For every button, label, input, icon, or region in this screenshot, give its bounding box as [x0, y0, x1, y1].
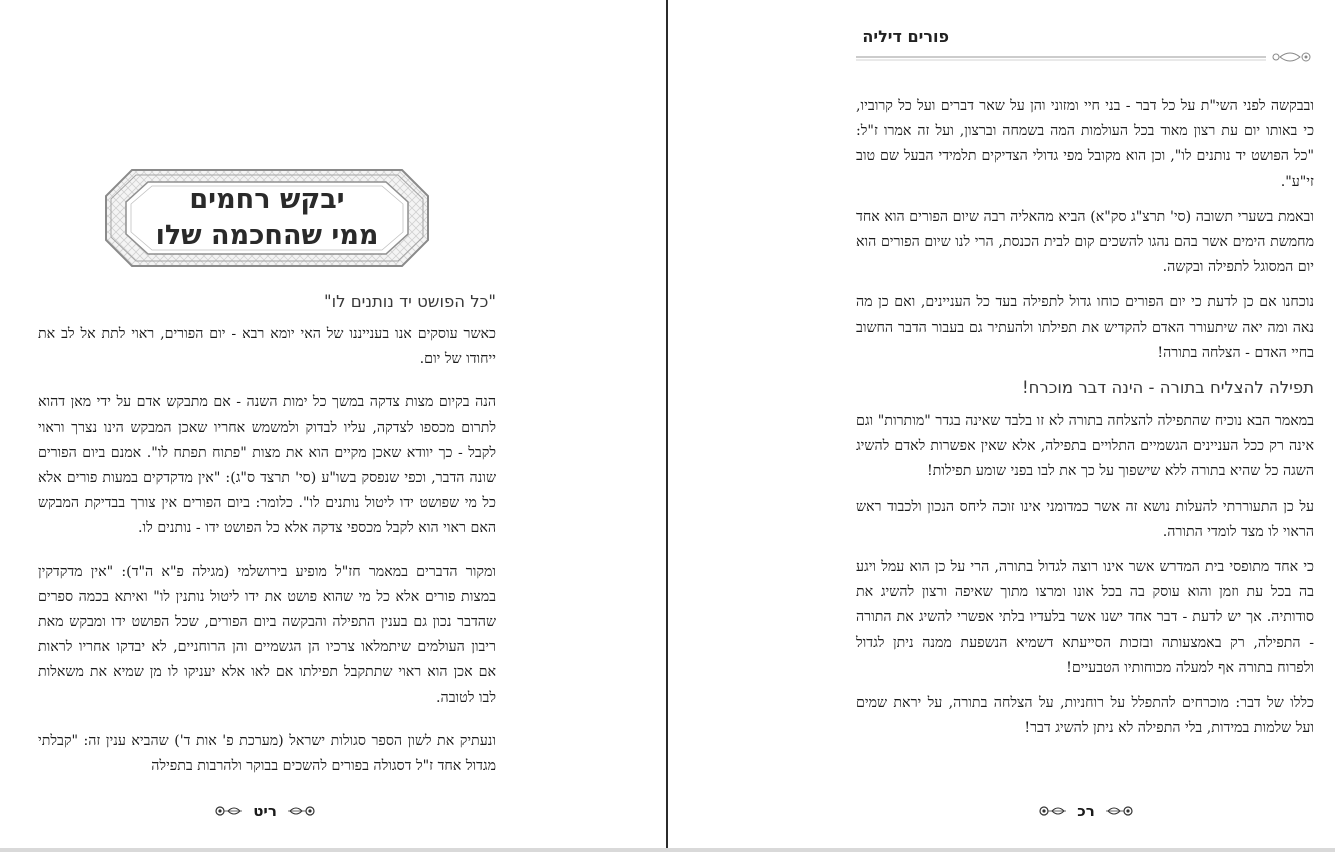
right-page-number: רכ: [1077, 801, 1095, 820]
right-body-text-top: [856, 94, 1314, 366]
right-paragraph-7: כללו של דבר: מוכרחים להתפלל על רוחניות, על הצלחה בתורה, על יראת שמים ועל שלמות במידות, בלי התפילה לא ניתן להשיג דבר!: [856, 695, 1314, 737]
chapter-title: [104, 182, 430, 254]
chapter-title-line-1: יבקש רחמים: [189, 184, 345, 215]
right-folio: [1038, 801, 1134, 823]
left-folio: [214, 801, 316, 823]
right-paragraph-6: כי אחד מתופסי בית המדרש אשר אינו רוצה לגדול בתורה, הרי על כן הוא עמל ויגע בה בכל עת וזמן והוא עוסק בה בכל אונו ומרצו מתוך שאיפה ורצון להשיג את סודותיה. אך יש לדעת - דבר אחד ישנו אשר בלעדיו בלתי אפשרי להשיג את התורה - התפילה, רק באמצעותה ובזכות הסייעתא דשמיא הנשפעת ממנה ניתן לגדול ולפרוח בתורה אף למעלה מכוחותיו הטבעיים!: [856, 559, 1314, 676]
page-bottom-edge: [0, 848, 1335, 852]
right-paragraph-4: במאמר הבא נוכיח שהתפילה להצלחה בתורה לא זו בלבד שאינה בגדר "מותרות" וגם אינה רק ככל העניינים הגשמיים התלויים בתפילה, אלא שאין אפשרות לאדם להשיג השגה כל שהיא בתורה ללא שישפוך על כך את לבו בפני שומע תפילות!: [856, 413, 1314, 480]
header-rule-ornament-icon: [856, 48, 1316, 66]
right-paragraph-2: ובאמת בשערי תשובה (סי' תרצ"ג סק"א) הביא מהאליה רבה שיום הפורים הוא אחד מחמשת הימים אשר בהם נהגו להשכים קום לבית הכנסת, הרי לנו שיום הפורים הוא יום המסוגל לתפילה ובקשה.: [856, 208, 1314, 276]
flourish-icon: [1038, 805, 1066, 817]
section-heading: תפילה להצליח בתורה - הינה דבר מוכרח!: [1021, 378, 1314, 397]
left-body-text: [38, 322, 496, 779]
left-paragraph-1: כאשר עוסקים אנו בענייננו של האי יומא רבא - יום הפורים, ראוי לתת אל לב את ייחודו של יום.: [38, 326, 496, 368]
left-paragraph-2: הנה בקיום מצות צדקה במשך כל ימות השנה - אם מתבקש אדם על ידי מאן דהוא לתרום מכספו לצדקה, עליו לבדוק ולמשמש אחריו שאכן המבקש הינו נצרך וראוי לקבל - כך יוודא שאכן מקיים הוא את מצות "פתוח תפתח לו". אמנם ביום הפורים שונה הדבר, וכפי שנפסק בשו"ע (סי' תרצד ס"ג): "אין מדקדקים במעות פורים אלא כל מי שפושט ידו ליטול נותנים לו". כלומר: ביום הפורים אין צורך בבדיקת המבקש האם ראוי הוא לקבל מכספי צדקה אלא כל הפושט ידו - נותנים לו.: [38, 394, 496, 537]
flourish-icon: [214, 805, 242, 817]
ornamental-title-box: [104, 168, 430, 268]
flourish-icon: [288, 805, 316, 817]
running-title: פורים דיליה: [862, 27, 949, 46]
right-page: [668, 0, 1335, 848]
flourish-icon: [1106, 805, 1134, 817]
right-paragraph-3: נוכחנו אם כן לדעת כי יום הפורים כוחו גדול לתפילה בעד כל העניינים, ואם כן מה נאה ומה יאה שיתעורר האדם להקדיש את תפילתו ולהעתיר גם בעבור הדבר החשוב בחיי האדם - הצלחה בתורה!: [856, 294, 1314, 361]
right-paragraph-5: על כן התעוררתי להעלות נושא זה אשר כמדומני אינו זוכה ליחס הנכון ולכבוד ראש הראוי לו מצד לומדי התורה.: [856, 498, 1314, 540]
left-paragraph-3: ומקור הדברים במאמר חז"ל מופיע בירושלמי (מגילה פ"א ה"ד): "אין מדקדקין במצות פורים אלא כל מי שהוא פושט את ידו ליטול נותנין לו" ואיתא בכמה ספרים שהדבר נכון גם בענין התפילה והבקשה ביום הפורים, שכל הפושט ידו ומבקש מאת ריבון העולמים שיתמלאו צרכיו הן הגשמיים והן הרוחניים, לא יבדקו אחריו לראות אם אכן הוא ראוי שתתקבל תפילתו אם לאו אלא יעניקו לו מן שמיא את משאלות לבו לטובה.: [38, 563, 496, 706]
chapter-title-line-2: ממי שהחכמה שלו: [155, 220, 379, 251]
right-paragraph-1: ובבקשה לפני השי"ת על כל דבר - בני חיי ומזוני והן על שאר דברים ועל כל קרוביו, כי באותו יום עת רצון מאוד בכל העולמות המה בשמחה וברצון, ועל זה אמרו ז"ל: "כל הפושט יד נותנים לו", וכן הוא מקובל מפי גדולי הצדיקים תלמידי הבעל שם טוב זי"ע".: [856, 98, 1314, 190]
right-body-text-bottom: [856, 409, 1314, 741]
left-page: [0, 0, 666, 848]
left-paragraph-4: ונעתיק את לשון הספר סגולות ישראל (מערכת פ' אות ד') שהביא ענין זה: "קבלתי מגדול אחד ז"ל דסגולה בפורים להשכים בבוקר ולהרבות בתפילה: [38, 732, 496, 775]
quote-heading: "כל הפושט יד נותנים לו": [324, 292, 496, 311]
left-page-number: ריט: [253, 801, 277, 820]
